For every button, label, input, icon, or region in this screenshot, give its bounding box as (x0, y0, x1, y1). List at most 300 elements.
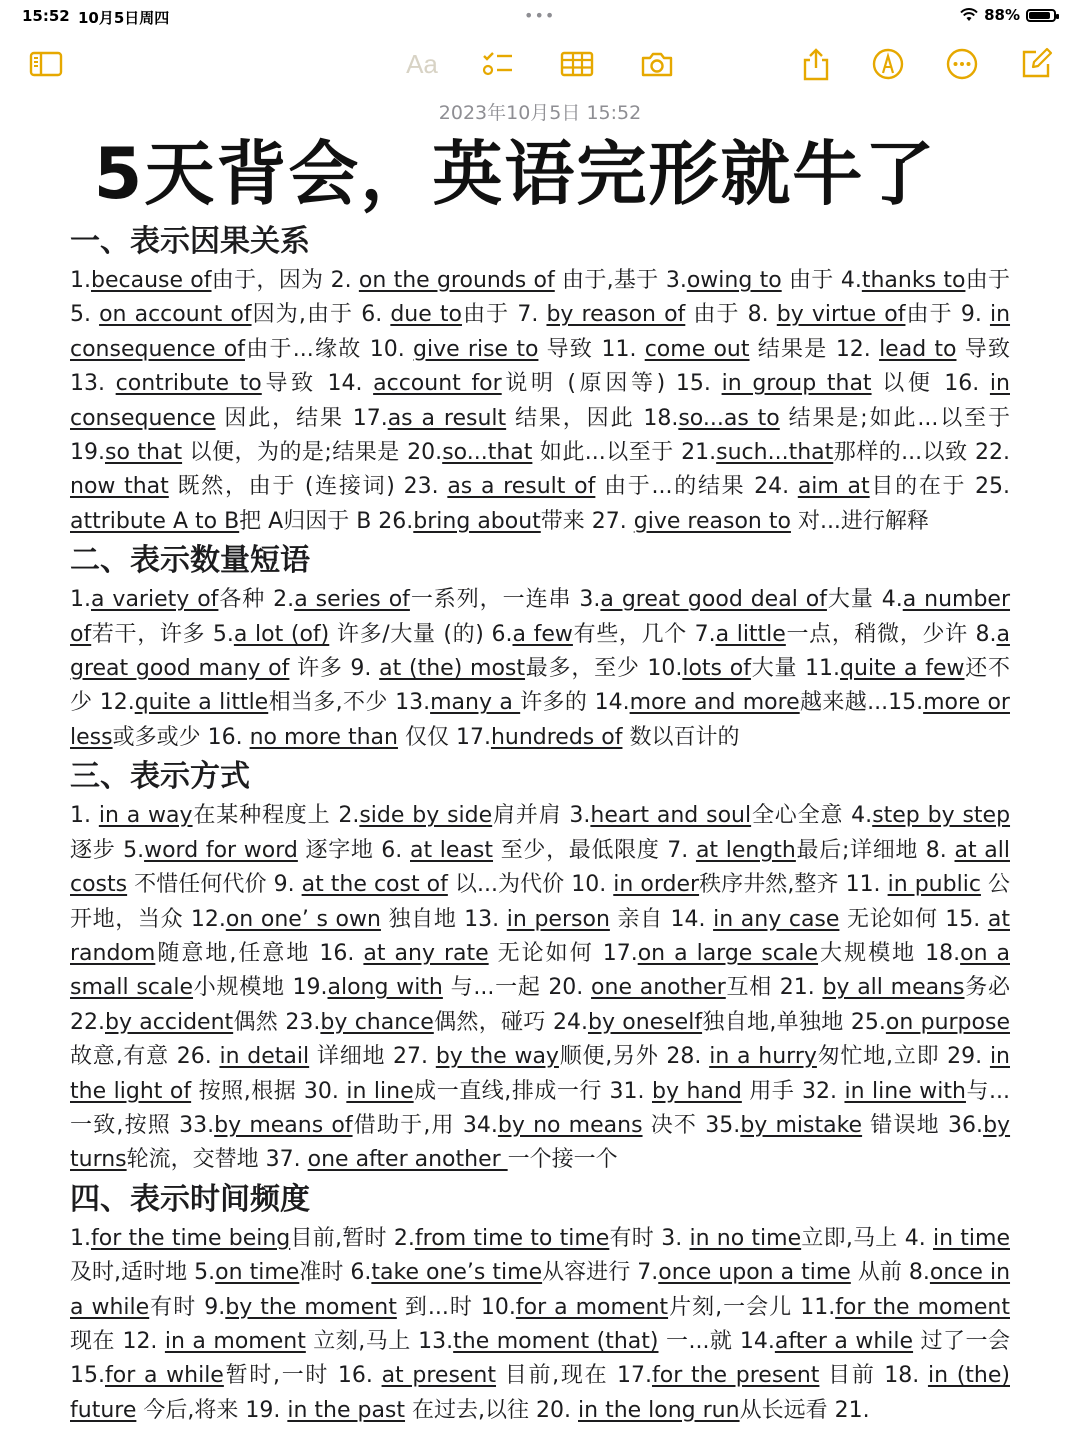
chinese-meaning: 秩序井然,整齐 (699, 872, 839, 898)
english-phrase: by all means (822, 975, 965, 1001)
english-phrase: on account of (99, 302, 252, 328)
phrase-entry (296, 1079, 602, 1104)
entry-number: 18. (916, 940, 961, 966)
english-phrase: a variety of (91, 587, 219, 613)
section-quantity (70, 539, 1010, 755)
chinese-meaning: 目前,现在 (496, 1363, 609, 1389)
english-phrase: by turns (70, 1112, 1011, 1173)
entry-number: 22. (967, 440, 1011, 466)
english-phrase: by no means (497, 1112, 643, 1138)
phrase-entry (687, 622, 968, 647)
multitasking-dots-icon[interactable]: ••• (524, 6, 556, 25)
section-time-frequency (70, 1178, 1010, 1428)
chinese-meaning: 借助于,用 (352, 1112, 455, 1138)
chinese-meaning: 轮流，交替地 (126, 1147, 259, 1173)
english-phrase: a number of (70, 587, 1011, 647)
phrase-entry (310, 941, 593, 966)
phrase-entry (455, 1113, 697, 1138)
entry-number: 10. (472, 1294, 516, 1320)
chinese-meaning: 偶然，碰巧 (433, 1009, 546, 1035)
note-body[interactable] (70, 220, 1010, 1428)
entry-number: 9. (952, 302, 990, 328)
chinese-meaning: 从长远看 (739, 1397, 828, 1423)
section-body[interactable] (70, 799, 1010, 1177)
chinese-meaning: 互相 (725, 975, 772, 1001)
english-phrase: a lot (of) (233, 621, 330, 647)
phrase-entry (317, 371, 665, 396)
section-body[interactable] (70, 264, 1010, 539)
phrase-entry (183, 907, 456, 932)
chinese-meaning: 从前 (850, 1260, 902, 1286)
chinese-meaning: 那样的...以致 (833, 440, 968, 466)
chinese-meaning: 越来越... (799, 690, 889, 716)
phrase-entry (608, 1363, 875, 1388)
entry-number: 4. (897, 1225, 933, 1251)
chinese-meaning: 无论如何 (488, 940, 594, 966)
english-phrase: for a while (105, 1363, 224, 1389)
chinese-meaning: 立即,马上 (801, 1225, 898, 1251)
phrase-entry (834, 268, 1010, 293)
note-date: 2023年10月5日 15:52 (438, 102, 642, 124)
english-phrase: for a moment (515, 1294, 669, 1320)
entry-number: 9. (196, 1294, 226, 1320)
entry-number: 36. (939, 1112, 984, 1138)
phrase-entry (594, 941, 916, 966)
chinese-meaning: 不惜任何代价 (127, 872, 267, 898)
chinese-meaning: 独自地 (380, 906, 457, 932)
chinese-meaning: 到...时 (396, 1294, 473, 1320)
phrase-entry (171, 1113, 455, 1138)
chinese-meaning: 务必 (964, 975, 1010, 1001)
english-phrase: at random (70, 906, 1010, 966)
english-phrase: as a result of (447, 474, 596, 500)
phrase-entry (343, 1260, 630, 1285)
english-phrase: at present (381, 1363, 497, 1389)
entry-number: 12. (827, 336, 880, 362)
entry-number: 5. (115, 837, 145, 863)
english-phrase: in (the) future (70, 1363, 1010, 1423)
phrase-entry (457, 907, 663, 932)
chinese-meaning: 结果是 (749, 336, 828, 362)
chinese-meaning: 故意,有意 (70, 1044, 169, 1070)
entry-number: 14. (732, 1328, 775, 1354)
entry-number: 6. (373, 837, 410, 863)
chinese-meaning: 按照,根据 (191, 1078, 297, 1104)
chinese-meaning: 今后,将来 (136, 1397, 239, 1423)
chinese-meaning: 独自地,单独地 (702, 1009, 844, 1035)
entry-number: 3. (561, 803, 591, 829)
entry-number: 7. (630, 1260, 659, 1286)
english-phrase: side by side (359, 803, 493, 829)
chinese-meaning: 若干，许多 (91, 621, 206, 647)
english-phrase: lots of (682, 656, 751, 682)
entry-number: 4. (873, 587, 903, 613)
chinese-meaning: 还不少 (70, 656, 1011, 716)
english-phrase: now that (70, 474, 169, 500)
english-phrase: more and more (629, 690, 800, 716)
chinese-meaning: 结果，因此 (506, 405, 635, 431)
phrase-entry (70, 1226, 387, 1251)
chinese-meaning: 把 A归因于 B (239, 508, 372, 534)
chinese-meaning: 逐步 (70, 837, 116, 863)
english-phrase: aim at (797, 474, 870, 500)
entry-number: 24. (745, 474, 798, 500)
chinese-meaning: 一个接一个 (507, 1147, 618, 1173)
chinese-meaning: 一...就 (658, 1328, 733, 1354)
phrase-entry (196, 1295, 473, 1320)
english-phrase: a few (512, 621, 573, 647)
chinese-meaning: 在某种程度上 (192, 803, 331, 829)
entry-number: 1. (70, 268, 91, 293)
english-phrase: quite a little (134, 690, 269, 716)
wifi-icon (960, 8, 978, 22)
english-phrase: for the moment (835, 1294, 1010, 1320)
english-phrase: thanks to (861, 268, 966, 293)
english-phrase: more or less (70, 690, 1010, 750)
entry-number: 19. (238, 1397, 288, 1423)
battery-percent: 88% (984, 6, 1020, 24)
english-phrase: from time to time (414, 1225, 610, 1251)
chinese-meaning: 由于 (685, 302, 740, 328)
markup-icon[interactable] (870, 44, 906, 84)
entry-number: 1. (70, 1225, 91, 1251)
phrase-entry (587, 690, 888, 715)
english-phrase: in no time (689, 1225, 802, 1251)
chinese-meaning: 目的在于 (869, 474, 967, 500)
notes-toolbar (0, 44, 1080, 88)
entry-number: 15. (665, 371, 722, 397)
entry-number: 3. (658, 268, 687, 293)
english-phrase: after a while (774, 1328, 914, 1354)
english-phrase: in public (887, 872, 981, 898)
section-body[interactable] (70, 583, 1010, 755)
entry-number: 14. (587, 690, 630, 716)
entry-number: 2. (323, 268, 359, 293)
entry-number: 17. (343, 405, 388, 431)
battery-icon (1026, 9, 1056, 22)
entry-number: 4. (833, 268, 862, 293)
chinese-meaning: 由于...的结果 (595, 474, 746, 500)
chinese-meaning: 无论如何 (839, 906, 938, 932)
english-phrase: so...that (442, 440, 533, 466)
phrase-entry (674, 440, 968, 465)
english-phrase: give rise to (413, 336, 539, 362)
english-phrase: in line with (844, 1078, 966, 1104)
chinese-meaning: 导致 (261, 371, 317, 397)
phrase-entry (697, 1113, 940, 1138)
chinese-meaning: 许多 (289, 656, 343, 682)
entry-number: 20. (529, 1397, 579, 1423)
chinese-meaning: 有些，几个 (572, 621, 687, 647)
entry-number: 25. (966, 474, 1010, 500)
chinese-meaning: 小规模地 (193, 975, 285, 1001)
phrase-entry (772, 975, 1010, 1000)
entry-number: 35. (697, 1112, 741, 1138)
entry-number: 14. (662, 906, 714, 932)
section-heading: 四、表示时间频度 (70, 1181, 310, 1217)
chinese-meaning: 由于,基于 (554, 268, 659, 293)
entry-number: 9. (342, 656, 380, 682)
more-icon[interactable] (944, 44, 980, 84)
chinese-meaning: 一点，稍微，少许 (785, 621, 968, 647)
entry-number: 5. (187, 1260, 216, 1286)
entry-number: 16. (933, 371, 990, 397)
phrase-entry (449, 725, 740, 750)
phrase-entry (70, 440, 400, 465)
entry-number: 7. (686, 621, 716, 647)
english-phrase: by reason of (546, 302, 686, 328)
entry-number: 6. (483, 621, 513, 647)
chinese-meaning: 暂时,一时 (223, 1363, 330, 1389)
chinese-meaning: 目前,暂时 (290, 1225, 387, 1251)
english-phrase: in a hurry (709, 1044, 817, 1070)
chinese-meaning: 说明 (原因等) (501, 371, 666, 397)
entry-number: 15. (937, 906, 988, 932)
phrase-entry (745, 474, 966, 499)
phrase-entry (663, 907, 938, 932)
phrase-entry (634, 406, 1010, 431)
entry-number: 21. (772, 975, 823, 1001)
phrase-entry (70, 1010, 278, 1035)
entry-number: 23. (278, 1009, 321, 1035)
entry-number: 16. (329, 1363, 382, 1389)
english-phrase: in the long run (578, 1397, 740, 1423)
phrase-entry (265, 587, 571, 612)
chinese-meaning: 如此...以至于 (532, 440, 674, 466)
phrase-entry (374, 838, 660, 863)
entry-number: 15. (888, 690, 924, 716)
phrase-entry (344, 406, 635, 431)
phrase-entry (385, 1044, 658, 1069)
phrase-entry (400, 440, 674, 465)
entry-number: 31. (601, 1078, 652, 1104)
english-phrase: in person (506, 906, 610, 932)
english-phrase: at least (410, 837, 494, 863)
phrase-entry (732, 1329, 1010, 1354)
chinese-meaning: 匆忙地,立即 (816, 1044, 940, 1070)
chinese-meaning: 结果是;如此...以至于 (779, 405, 1011, 431)
english-phrase: in order (613, 872, 700, 898)
entry-number: 16. (310, 940, 364, 966)
phrase-entry (473, 1295, 792, 1320)
entry-number: 17. (448, 724, 491, 750)
english-phrase: owing to (686, 268, 782, 293)
chinese-meaning: 既然，由于 (连接词) (168, 474, 395, 500)
english-phrase: as a result (387, 405, 507, 431)
note-title[interactable]: 5天背会，英语完形就牛了 (93, 133, 937, 215)
english-phrase: such...that (716, 440, 834, 466)
entry-number: 10. (564, 872, 614, 898)
english-phrase: because of (91, 268, 212, 293)
entry-number: 19. (284, 975, 328, 1001)
section-body[interactable] (70, 1222, 1010, 1428)
entry-number: 1. (70, 803, 99, 829)
chinese-meaning: 最多，至少 (525, 656, 640, 682)
entry-number: 11. (593, 336, 645, 362)
english-phrase: at any rate (363, 940, 489, 966)
english-phrase: on one’ s own (225, 906, 381, 932)
chinese-meaning: 大量 (826, 587, 874, 613)
english-phrase: take one’s time (371, 1260, 543, 1286)
phrase-entry (593, 337, 827, 362)
phrase-entry (371, 509, 585, 534)
chinese-meaning: 过了一会 (913, 1328, 1010, 1354)
phrase-entry (546, 1010, 844, 1035)
english-phrase: in consequence of (70, 302, 1011, 362)
phrase-entry (115, 838, 373, 863)
english-phrase: once in a while (70, 1260, 1011, 1320)
chinese-meaning: 详细地 (309, 1044, 386, 1070)
share-icon[interactable] (798, 44, 834, 84)
english-phrase: at the cost of (301, 872, 448, 898)
entry-number: 32. (794, 1078, 845, 1104)
phrase-entry (564, 872, 838, 897)
entry-number: 18. (875, 1363, 928, 1389)
camera-icon[interactable] (639, 44, 675, 84)
chinese-meaning: 片刻,一会儿 (668, 1294, 793, 1320)
chinese-meaning: 现在 (70, 1328, 115, 1354)
chinese-meaning: 由于...缘故 (244, 336, 362, 362)
phrase-entry (70, 302, 353, 327)
english-phrase: once upon a time (658, 1260, 851, 1286)
chinese-meaning: 仅仅 (397, 724, 449, 750)
entry-number: 18. (634, 405, 679, 431)
phrase-entry (285, 975, 541, 1000)
english-phrase: one another (591, 975, 726, 1001)
phrase-entry (541, 975, 772, 1000)
entry-number: 8. (739, 302, 777, 328)
entry-number: 6. (353, 302, 391, 328)
chinese-meaning: 许多/大量 (的) (329, 621, 484, 647)
english-phrase: many a (430, 690, 521, 716)
chinese-meaning: 导致 (956, 336, 1011, 362)
entry-number: 7. (659, 837, 696, 863)
entry-number: 37. (258, 1147, 308, 1173)
english-phrase: in the past (287, 1397, 406, 1423)
entry-number: 11. (792, 1294, 836, 1320)
entry-number: 3. (571, 587, 601, 613)
english-phrase: by hand (651, 1078, 742, 1104)
english-phrase: on a large scale (637, 940, 819, 966)
phrase-entry (665, 371, 933, 396)
phrase-entry (278, 1010, 546, 1035)
english-phrase: quite a few (840, 656, 965, 682)
english-phrase: a little (715, 621, 786, 647)
phrase-entry (238, 1398, 529, 1423)
entry-number: 21. (827, 1397, 870, 1423)
section-heading: 一、表示因果关系 (70, 224, 310, 259)
entry-number: 2. (330, 803, 360, 829)
phrase-entry (343, 656, 640, 681)
chinese-meaning: 从容进行 (542, 1260, 631, 1286)
phrase-entry (659, 268, 834, 293)
english-phrase: one after another (307, 1147, 508, 1173)
phrase-entry (509, 302, 739, 327)
phrase-entry (740, 302, 953, 327)
chinese-meaning: 用手 (741, 1078, 795, 1104)
phrase-entry (529, 1398, 828, 1423)
compose-icon[interactable] (1018, 44, 1054, 84)
chinese-meaning: 带来 (540, 508, 585, 534)
checklist-icon[interactable] (480, 44, 516, 84)
phrase-entry (630, 1260, 902, 1285)
english-phrase: in a moment (164, 1328, 306, 1354)
chinese-meaning: 因此，结果 (215, 405, 344, 431)
english-phrase: a great good many of (70, 621, 1010, 682)
chinese-meaning: 有时 (609, 1225, 655, 1251)
chinese-meaning: 最后;详细地 (795, 837, 919, 863)
status-bar (0, 0, 1080, 34)
entry-number: 15. (70, 1363, 105, 1389)
chinese-meaning: 偶然 (233, 1009, 279, 1035)
entry-number: 12. (183, 906, 226, 932)
entry-number: 13. (410, 1328, 454, 1354)
entry-number: 16. (200, 724, 250, 750)
english-phrase: in the light of (70, 1044, 1010, 1104)
english-phrase: in group that (721, 371, 872, 397)
english-phrase: in a way (98, 803, 193, 829)
english-phrase: in any case (713, 906, 840, 932)
english-phrase: by chance (320, 1009, 434, 1035)
phrase-entry (387, 1226, 654, 1251)
status-date: 10月5日周四 (78, 9, 170, 27)
phrase-entry (362, 337, 594, 362)
entry-number: 5. (70, 302, 100, 328)
english-phrase: for the time being (91, 1225, 291, 1251)
chinese-meaning: 由于 (965, 268, 1011, 293)
entry-number: 2. (265, 587, 295, 613)
entry-number: 29. (939, 1044, 990, 1070)
phrase-entry (602, 1079, 794, 1104)
chinese-meaning: 亲自 (609, 906, 663, 932)
english-phrase: on a small scale (70, 940, 1010, 1001)
phrase-entry (92, 690, 387, 715)
chinese-meaning: 导致 (538, 336, 594, 362)
phrase-entry (828, 337, 1010, 362)
phrase-entry (562, 803, 844, 828)
format-text-button[interactable]: Aa (406, 48, 438, 79)
english-phrase: so...as to (678, 405, 780, 431)
chinese-meaning: 由于 (781, 268, 834, 293)
english-phrase: on time (215, 1260, 300, 1286)
entry-number: 11. (797, 656, 841, 682)
entry-number: 30. (296, 1078, 347, 1104)
english-phrase: word for word (144, 837, 298, 863)
entry-number: 12. (92, 690, 135, 716)
english-phrase: in time (933, 1225, 1010, 1251)
english-phrase: step by step (872, 803, 1011, 829)
section-heading: 三、表示方式 (70, 759, 250, 795)
entry-number: 27. (584, 508, 634, 534)
english-phrase: by oneself (587, 1009, 703, 1035)
english-phrase: on the grounds of (358, 268, 555, 293)
entry-number: 27. (385, 1044, 436, 1070)
phrase-entry (388, 690, 588, 715)
entry-number: 20. (399, 440, 443, 466)
chinese-meaning: 顺便,另外 (558, 1044, 659, 1070)
phrase-entry (115, 1329, 411, 1354)
table-icon[interactable] (559, 44, 595, 84)
entry-number: 5. (205, 621, 234, 647)
english-phrase: in detail (219, 1044, 310, 1070)
phrase-entry (329, 1363, 608, 1388)
entry-number: 10. (639, 656, 683, 682)
english-phrase: on purpose (885, 1009, 1010, 1035)
english-phrase: at all costs (70, 837, 1010, 898)
chinese-meaning: 全心全意 (751, 803, 844, 829)
section-cause-effect (70, 220, 1010, 539)
sidebar-icon[interactable] (28, 44, 64, 84)
